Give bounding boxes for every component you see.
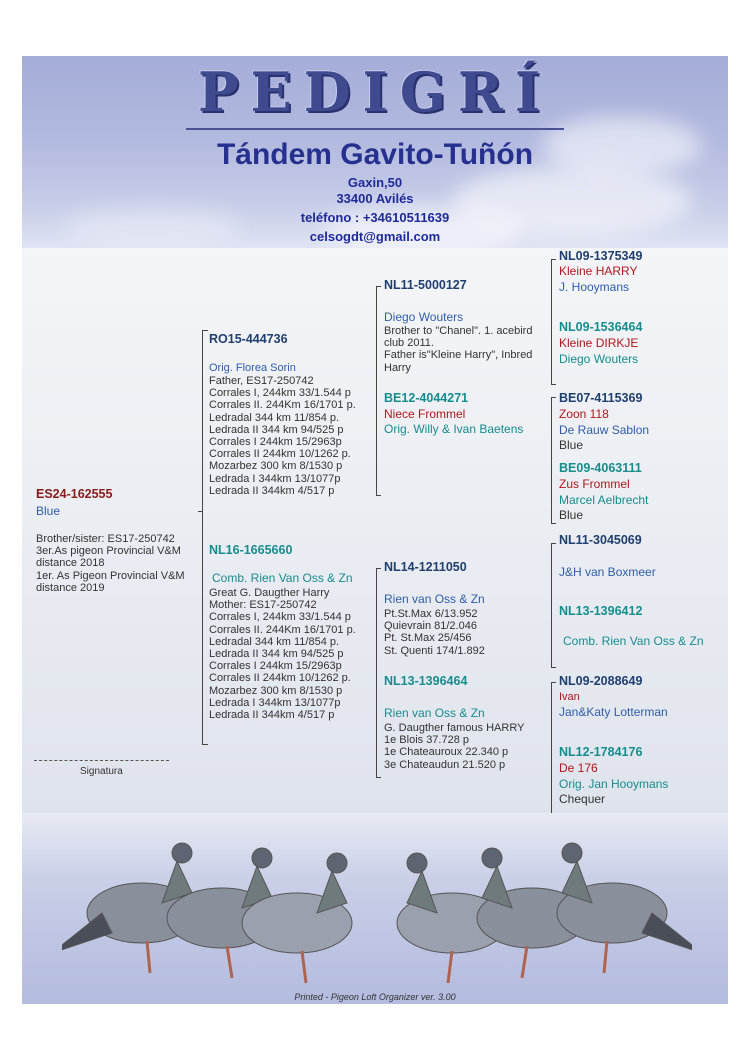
sire-breeder: Orig. Florea Sorin <box>209 362 296 374</box>
sire-ring: RO15-444736 <box>209 332 288 346</box>
dam-notes: Great G. Daugther Harry Mother: ES17-250742 Corrales I, 244km 33/1.544 p Corrales II. 244Km 16/1701 p. Ledradal 344 km 11/854 p. Ledrada II 344 km 94/525 p Corrales I 244km 15/2963p Corrales II 244km 10/1262 p. Mozarbez 300 km 8/1530 p Ledrada I 344km 13/1077p Ledrada II 344km 4/517 p <box>209 587 356 722</box>
subject-color: Blue <box>36 504 61 518</box>
bracket-gp2-parents <box>551 397 552 523</box>
footer-banner <box>22 813 728 1004</box>
pedigree-sheet: PEDIGRÍ Tándem Gavito-Tuñón Gaxin,50 33400 Avilés teléfono : +34610511639 celsogdt@gmail.com ES24-162555 Blue Brother/sister: ES17-250742 3er.As pigeon Provincial V&M distance 2018 1er. As Pigeon Provincial V&M distance 2019 RO15-444736 Orig. Florea Sorin Father, ES17-250742 Corrales I, 244km 33/1.544 p Corrales II. 244Km 16/1701 p. Ledradal 344 km 11/854 p. Ledrada II 344 km 94/525 p Corrales I 244km 15/2963p Corrales II 244km 10/1262 p. Mozarbez 300 km 8/1530 p Ledrada I 344km 13/1077p Ledrada II 344km 4/517 p NL16-1665660 Comb. Rien Van Oss & Zn Great G. Daugther Harry Mother: ES17-250742 Corrales I, 244km 33/1.544 p Corrales II. 244Km 16/1701 p. Ledradal 344 km 11/854 p. Ledrada II 344 km 94/525 p Corrales I 244km 15/2963p Corrales II 244km 10/1262 p. Mozarbez 300 km 8/1530 p Ledrada I 344km 13/1077p Ledrada II 344km 4/517 p NL11-5000127 Diego Wouters Brother to "Chanel". 1. acebird club 2011. Father is"Kleine Harry", Inbred Harry BE12-4044271 Niece Frommel Orig. Willy & Ivan Baetens NL14-1211050 Rien van Oss & Zn Pt.St.Max 6/13.952 Quievrain 81/2.046 Pt. St.Max 25/456 St. Quenti 174/1.892 NL13-1396464 Rien van Oss & Zn G. Daugther famous HARRY 1e Blois 37.728 p 1e Chateauroux 22.340 p 3e Chateaudun 21.520 p NL09-1375349 Kleine HARRY J. Hooymans NL09-1536464 Kleine DIRKJE Diego Wouters BE07-4115369 Zoon 118 De Rauw Sablon Blue BE09-4063111 Zus Frommel Marcel Aelbrecht Blue NL11-3045069 J&H van Boxmeer NL13-1396412 Comb. Rien Van Oss & Zn NL09-2088649 Ivan Jan&Katy Lotterman NL12-1784176 De 176 Orig. Jan Hooymans Chequer Signatura Printed - Pigeon Loft Organizer ver. 3.00 <box>22 56 728 1004</box>
gp2-name: Niece Frommel <box>384 407 466 421</box>
header-banner <box>22 56 728 248</box>
signature-line <box>34 760 169 761</box>
bracket-dam-parents <box>376 568 377 777</box>
bracket-gp3-parents <box>551 543 552 667</box>
title-underline <box>186 128 564 130</box>
bracket-gp1-parents <box>551 259 552 384</box>
gp1-notes: Brother to "Chanel". 1. acebird club 2011. Father is"Kleine Harry", Inbred Harry <box>384 325 533 374</box>
bracket-parents <box>202 330 203 744</box>
sire-notes: Father, ES17-250742 Corrales I, 244km 33/1.544 p Corrales II. 244Km 16/1701 p. Ledradal 344 km 11/854 p. Ledrada II 344 km 94/525 p Corrales I 244km 15/2963p Corrales II 244km 10/1262 p. Mozarbez 300 km 8/1530 p Ledrada I 344km 13/1077p Ledrada II 344km 4/517 p <box>209 375 356 497</box>
bracket-gp4-parents <box>551 682 552 818</box>
gp3-ring: NL14-1211050 <box>384 560 467 574</box>
gp4-breeder: Rien van Oss & Zn <box>384 706 485 720</box>
bracket-sire-parents <box>376 286 377 495</box>
kennel-name: Tándem Gavito-Tuñón <box>216 138 534 171</box>
gp3-breeder: Rien van Oss & Zn <box>384 592 485 606</box>
dam-ring: NL16-1665660 <box>209 543 293 557</box>
pigeons-left-illustration <box>62 833 362 993</box>
phone-number: teléfono : +34610511639 <box>300 210 450 225</box>
printed-credit: Printed - Pigeon Loft Organizer ver. 3.00 <box>294 992 456 1002</box>
subject-ring: ES24-162555 <box>36 487 113 501</box>
pigeons-right-illustration <box>392 833 692 993</box>
pedigree-title: PEDIGRÍ <box>197 60 553 124</box>
gp2-ring: BE12-4044271 <box>384 391 469 405</box>
gp4-ring: NL13-1396464 <box>384 674 468 688</box>
gp1-ring: NL11-5000127 <box>384 278 467 292</box>
gp2-breeder: Orig. Willy & Ivan Baetens <box>384 422 524 436</box>
dam-breeder: Comb. Rien Van Oss & Zn <box>212 571 353 585</box>
address-street: Gaxin,50 <box>347 175 403 190</box>
address-city: 33400 Avilés <box>336 191 414 206</box>
gp3-notes: Pt.St.Max 6/13.952 Quievrain 81/2.046 Pt. St.Max 25/456 St. Quenti 174/1.892 <box>384 608 485 657</box>
subject-notes: Brother/sister: ES17-250742 3er.As pigeon Provincial V&M distance 2018 1er. As Pigeon Provincial V&M distance 2019 <box>36 533 185 594</box>
gp4-notes: G. Daugther famous HARRY 1e Blois 37.728 p 1e Chateauroux 22.340 p 3e Chateaudun 21.520 p <box>384 722 525 771</box>
email-address: celsogdt@gmail.com <box>309 229 441 244</box>
signature-label: Signatura <box>80 766 123 777</box>
gp1-breeder: Diego Wouters <box>384 310 464 324</box>
